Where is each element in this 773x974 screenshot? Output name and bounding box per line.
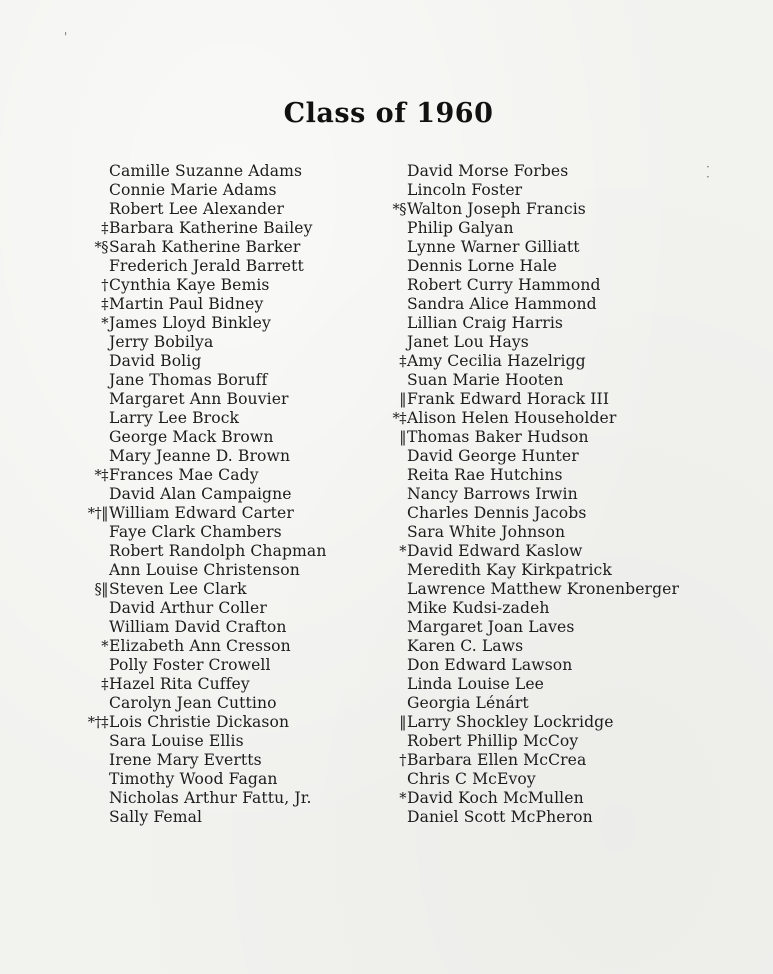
- name-entry: [66, 618, 366, 637]
- name-entry: [364, 713, 764, 732]
- graduate-name: George Mack Brown: [109, 428, 274, 446]
- name-entry: [364, 808, 764, 827]
- honor-marks: *: [101, 316, 108, 332]
- graduate-name: Meredith Kay Kirkpatrick: [407, 561, 612, 579]
- name-entry: [66, 352, 366, 371]
- honor-marks: *: [399, 544, 406, 560]
- name-entry: [66, 219, 366, 238]
- honor-marks: *‡: [392, 411, 406, 427]
- graduate-name: Don Edward Lawson: [407, 656, 573, 674]
- honor-marks: *: [399, 791, 406, 807]
- graduate-name: Robert Phillip McCoy: [407, 732, 579, 750]
- graduate-name: Lincoln Foster: [407, 181, 523, 199]
- name-entry: [66, 162, 366, 181]
- graduate-name: William David Crafton: [109, 618, 287, 636]
- honor-marks: *§: [94, 240, 108, 256]
- name-entry: [66, 314, 366, 333]
- honor-marks: *†‖: [87, 506, 108, 522]
- name-entry: [364, 618, 764, 637]
- graduate-name: Karen C. Laws: [407, 637, 524, 655]
- name-entry: [66, 656, 366, 675]
- name-entry: [364, 466, 764, 485]
- name-entry: [364, 542, 764, 561]
- graduate-name: Ann Louise Christenson: [109, 561, 300, 579]
- name-entry: [66, 713, 366, 732]
- name-entry: [364, 238, 764, 257]
- name-entry: [364, 428, 764, 447]
- graduate-name: Robert Curry Hammond: [407, 276, 601, 294]
- graduate-name: Frances Mae Cady: [109, 466, 259, 484]
- graduate-name: Lynne Warner Gilliatt: [407, 238, 580, 256]
- honor-marks: *†‡: [87, 715, 108, 731]
- name-entry: [364, 751, 764, 770]
- graduate-name: Camille Suzanne Adams: [109, 162, 303, 180]
- graduate-name: Jerry Bobilya: [109, 333, 214, 351]
- name-entry: [66, 447, 366, 466]
- honor-marks: †: [399, 753, 406, 769]
- graduate-name: Sally Femal: [109, 808, 203, 826]
- graduate-name: Charles Dennis Jacobs: [407, 504, 587, 522]
- graduate-name: Robert Randolph Chapman: [109, 542, 327, 560]
- graduate-name: Lawrence Matthew Kronenberger: [407, 580, 680, 598]
- name-entry: [364, 409, 764, 428]
- graduate-name: Faye Clark Chambers: [109, 523, 282, 541]
- graduate-name: Sandra Alice Hammond: [407, 295, 597, 313]
- graduate-name: Robert Lee Alexander: [109, 200, 285, 218]
- name-entry: [66, 428, 366, 447]
- name-entry: [66, 200, 366, 219]
- honor-marks: ‖: [399, 430, 406, 446]
- paper-speck: ·: [706, 160, 710, 174]
- graduate-name: Barbara Ellen McCrea: [407, 751, 587, 769]
- name-entry: [66, 466, 366, 485]
- name-entry: [66, 808, 366, 827]
- name-entry: [66, 542, 366, 561]
- name-entry: [364, 637, 764, 656]
- graduate-name: Reita Rae Hutchins: [407, 466, 563, 484]
- honor-marks: ‡: [101, 677, 108, 693]
- graduate-name: Frank Edward Horack III: [407, 390, 610, 408]
- graduate-name: Margaret Joan Laves: [407, 618, 575, 636]
- name-entry: [66, 390, 366, 409]
- name-entry: [66, 333, 366, 352]
- name-entry: [364, 314, 764, 333]
- graduate-name: Philip Galyan: [407, 219, 514, 237]
- graduate-name: Steven Lee Clark: [109, 580, 247, 598]
- graduate-name: Alison Helen Householder: [407, 409, 617, 427]
- graduate-name: Nicholas Arthur Fattu, Jr.: [109, 789, 312, 807]
- graduate-name: Linda Louise Lee: [407, 675, 544, 693]
- graduate-name: Connie Marie Adams: [109, 181, 277, 199]
- name-entry: [66, 694, 366, 713]
- graduate-name: Cynthia Kaye Bemis: [109, 276, 270, 294]
- graduate-name: David George Hunter: [407, 447, 579, 465]
- name-entry: [364, 295, 764, 314]
- name-entry: [66, 637, 366, 656]
- graduate-name: Margaret Ann Bouvier: [109, 390, 289, 408]
- graduate-name: Georgia Lénárt: [407, 694, 529, 712]
- name-entry: [66, 789, 366, 808]
- name-entry: [364, 371, 764, 390]
- name-entry: [364, 390, 764, 409]
- names-column-left: [66, 162, 366, 827]
- paper-speck: ': [64, 30, 68, 44]
- graduate-name: Elizabeth Ann Cresson: [109, 637, 291, 655]
- name-entry: [364, 200, 764, 219]
- name-entry: [66, 276, 366, 295]
- name-entry: [364, 599, 764, 618]
- graduate-name: Larry Shockley Lockridge: [407, 713, 614, 731]
- graduate-name: Sara Louise Ellis: [109, 732, 244, 750]
- graduate-name: David Alan Campaigne: [109, 485, 292, 503]
- graduate-name: Timothy Wood Fagan: [109, 770, 278, 788]
- name-entry: [364, 504, 764, 523]
- graduate-name: Martin Paul Bidney: [109, 295, 264, 313]
- graduate-name: Frederich Jerald Barrett: [109, 257, 304, 275]
- graduate-name: Suan Marie Hooten: [407, 371, 564, 389]
- graduate-name: Sarah Katherine Barker: [109, 238, 301, 256]
- graduate-name: Jane Thomas Boruff: [109, 371, 268, 389]
- name-entry: [66, 238, 366, 257]
- name-entry: [364, 257, 764, 276]
- name-entry: [364, 732, 764, 751]
- graduate-name: Mary Jeanne D. Brown: [109, 447, 291, 465]
- honor-marks: *: [101, 639, 108, 655]
- page-title: Class of 1960: [283, 98, 494, 129]
- graduate-name: William Edward Carter: [109, 504, 294, 522]
- name-entry: [66, 751, 366, 770]
- name-entry: [66, 409, 366, 428]
- honor-marks: ‖: [399, 392, 406, 408]
- name-entry: [66, 295, 366, 314]
- name-entry: [66, 181, 366, 200]
- graduate-name: David Edward Kaslow: [407, 542, 583, 560]
- paper-speck: ·: [706, 170, 710, 184]
- name-entry: [364, 181, 764, 200]
- name-entry: [364, 162, 764, 181]
- honor-marks: *§: [392, 202, 406, 218]
- name-entry: [364, 675, 764, 694]
- name-entry: [66, 580, 366, 599]
- graduate-name: Thomas Baker Hudson: [407, 428, 589, 446]
- name-entry: [364, 789, 764, 808]
- graduate-name: Lillian Craig Harris: [407, 314, 564, 332]
- graduate-name: David Koch McMullen: [407, 789, 584, 807]
- name-entry: [364, 523, 764, 542]
- name-entry: [364, 352, 764, 371]
- name-entry: [364, 447, 764, 466]
- name-entry: [66, 485, 366, 504]
- name-entry: [66, 561, 366, 580]
- name-entry: [364, 219, 764, 238]
- name-entry: [364, 694, 764, 713]
- graduate-name: Irene Mary Evertts: [109, 751, 262, 769]
- name-entry: [364, 580, 764, 599]
- graduate-name: Lois Christie Dickason: [109, 713, 290, 731]
- name-entry: [66, 523, 366, 542]
- honor-marks: ‡: [101, 297, 108, 313]
- name-entry: [66, 371, 366, 390]
- graduate-name: Hazel Rita Cuffey: [109, 675, 250, 693]
- honor-marks: ‡: [399, 354, 406, 370]
- name-entry: [364, 656, 764, 675]
- honor-marks: †: [101, 278, 108, 294]
- graduate-name: Walton Joseph Francis: [407, 200, 586, 218]
- name-entry: [364, 333, 764, 352]
- graduate-name: David Morse Forbes: [407, 162, 569, 180]
- graduate-name: Carolyn Jean Cuttino: [109, 694, 277, 712]
- graduate-name: David Arthur Coller: [109, 599, 267, 617]
- graduate-name: Larry Lee Brock: [109, 409, 240, 427]
- honor-marks: §‖: [94, 582, 108, 598]
- graduate-name: Nancy Barrows Irwin: [407, 485, 578, 503]
- graduate-name: Polly Foster Crowell: [109, 656, 271, 674]
- name-entry: [364, 276, 764, 295]
- name-entry: [66, 504, 366, 523]
- graduate-name: Janet Lou Hays: [407, 333, 529, 351]
- graduate-name: Barbara Katherine Bailey: [109, 219, 313, 237]
- graduate-name: Dennis Lorne Hale: [407, 257, 558, 275]
- name-entry: [66, 732, 366, 751]
- graduate-name: Mike Kudsi-zadeh: [407, 599, 550, 617]
- graduate-name: James Lloyd Binkley: [109, 314, 271, 332]
- name-entry: [66, 257, 366, 276]
- graduate-name: Daniel Scott McPheron: [407, 808, 593, 826]
- name-entry: [364, 561, 764, 580]
- honor-marks: *‡: [94, 468, 108, 484]
- honor-marks: ‡: [101, 221, 108, 237]
- graduate-name: David Bolig: [109, 352, 202, 370]
- name-entry: [66, 599, 366, 618]
- honor-marks: ‖: [399, 715, 406, 731]
- name-entry: [66, 770, 366, 789]
- graduate-name: Amy Cecilia Hazelrigg: [407, 352, 586, 370]
- name-entry: [364, 770, 764, 789]
- name-entry: [66, 675, 366, 694]
- name-entry: [364, 485, 764, 504]
- names-column-right: [364, 162, 764, 827]
- graduate-name: Chris C McEvoy: [407, 770, 536, 788]
- graduate-name: Sara White Johnson: [407, 523, 566, 541]
